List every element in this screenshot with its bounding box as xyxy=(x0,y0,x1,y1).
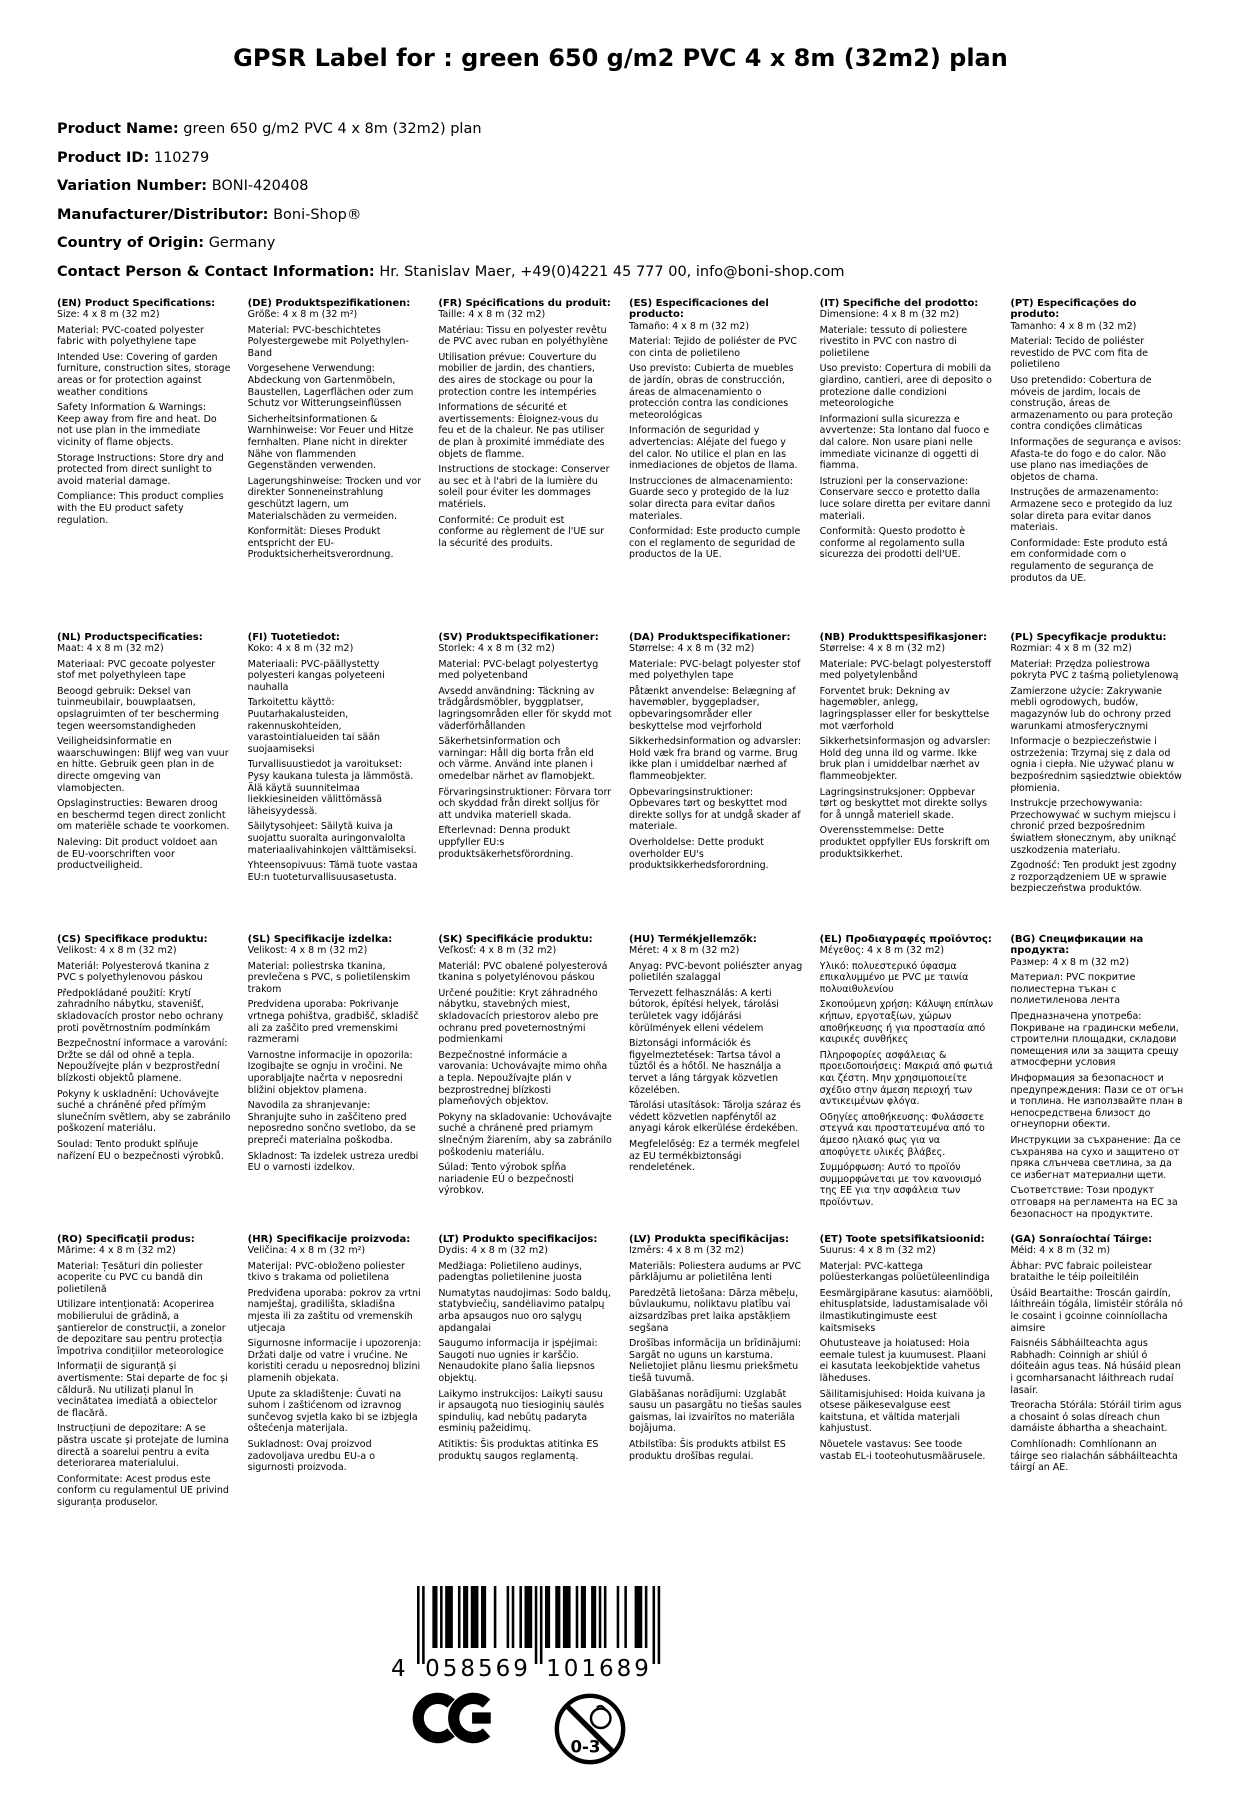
language-block-heading: (DE) Produktspezifikationen: xyxy=(247,297,411,309)
language-block-paragraph: Dimensione: 4 x 8 m (32 m2) xyxy=(819,309,960,321)
language-block-paragraph: Materiale: PVC-belagt polyester stof med polyethylen tape xyxy=(629,658,801,682)
language-block-paragraph: Säkerhetsinformation och varningar: Håll dig borta från eld och värme. Använd inte planen i omedelbar närhet av flamobjekt. xyxy=(438,736,595,783)
language-block-heading: (LV) Produkta specifikācijas: xyxy=(629,1233,789,1245)
language-block-paragraph: Lagerungshinweise: Trocken und vor direkter Sonneneinstrahlung geschützt lagern, um Materialschäden zu vermeiden. xyxy=(247,475,422,522)
language-block-sk xyxy=(438,934,612,1234)
language-block-paragraph: Tervezett felhasználás: A kerti bútorok, építési helyek, tárolási területek vagy időjárási körülmények elleni védelem xyxy=(629,987,779,1034)
language-block-paragraph: Utilizare intenționată: Acoperirea mobilierului de grădină, a șantierelor de construcții, a zonelor de depozitare sau pentru protecția împotriva condițiilor meteorologice xyxy=(57,1299,226,1357)
product-info-row xyxy=(57,177,1241,196)
language-block-paragraph: Konformität: Dieses Produkt entspricht der EU-Produktsicherheitsverordnung. xyxy=(247,526,394,561)
language-block-de xyxy=(248,298,422,632)
language-block-paragraph: Información de seguridad y advertencias: Aléjate del fuego y del calor. No utilice el plan en las inmediaciones de objetos de llama. xyxy=(629,425,798,472)
language-block-paragraph: Materiale: tessuto di poliestere rivestito in PVC con nastro di polietilene xyxy=(819,324,968,359)
language-block-paragraph: Materiál: Polyesterová tkanina z PVC s polyethylenovou páskou xyxy=(57,960,210,984)
language-block-heading: (ES) Especificaciones del producto: xyxy=(629,297,769,321)
language-block-et xyxy=(820,1234,994,1526)
language-block-paragraph: Материал: PVC покритие полиестерна тъкан с полиетиленова лента xyxy=(1010,972,1136,1007)
language-block-paragraph: Materiāls: Poliestera audums ar PVC pārklājumu ar polietilēna lenti xyxy=(629,1260,802,1284)
product-info-row xyxy=(57,234,1241,253)
barcode-digits-group2: 101689 xyxy=(546,1656,652,1682)
language-block-paragraph: Matériau: Tissu en polyester revêtu de PVC avec ruban en polyéthylène xyxy=(438,324,609,348)
language-block-paragraph: Izmērs: 4 x 8 m (32 m2) xyxy=(629,1245,744,1257)
language-block-paragraph: Informacje o bezpieczeństwie i ostrzeżenia: Trzymaj się z dala od ognia i ciepła. Nie używać planu w bezpośrednim sąsiedztwie obiektów płomienia. xyxy=(1010,736,1182,794)
language-block-paragraph: Comhlíonadh: Comhlíonann an táirge seo rialachán sábháilteachta táirgí an AE. xyxy=(1010,1439,1178,1474)
language-block-paragraph: Efterlevnad: Denna produkt uppfyller EU:s produktsäkerhetsförordning. xyxy=(438,825,574,860)
language-block-paragraph: Conformidade: Este produto está em conformidade com o regulamento de segurança de produtos da UE. xyxy=(1010,537,1168,584)
language-block-paragraph: Anyag: PVC-bevont poliészter anyag polietilén szalaggal xyxy=(629,960,803,984)
language-block-pt xyxy=(1010,298,1184,632)
language-block-heading: (FR) Spécifications du produit: xyxy=(438,297,611,309)
language-block-paragraph: Informații de siguranță și avertismente: Stai departe de foc și căldură. Nu utilizați planul în vecinătatea imediată a obiectelor de flacără. xyxy=(57,1361,228,1419)
product-info-row xyxy=(57,120,1241,139)
language-block-paragraph: Съответствие: Този продукт отговаря на регламента на ЕС за безопасност на продуктите. xyxy=(1010,1185,1178,1220)
product-info-value: Boni-Shop® xyxy=(273,206,362,223)
product-info-value: Hr. Stanislav Maer, +49(0)4221 45 777 00, info@boni-shop.com xyxy=(379,263,845,280)
language-block-paragraph: Opbevaringsinstruktioner: Opbevares tørt og beskyttet mod direkte sollys for at undgå skader af materiale. xyxy=(629,786,801,833)
language-block-paragraph: Material: Tejido de poliéster de PVC con cinta de polietileno xyxy=(629,336,798,359)
language-block-paragraph: Размер: 4 x 8 m (32 m2) xyxy=(1010,956,1130,968)
language-block-paragraph: Beoogd gebruik: Deksel van tuinmeubilair, bouwplaatsen, opslagruimten of ter bescherming tegen weersomstandigheden xyxy=(57,685,219,732)
language-block-heading: (ET) Toote spetsifikatsioonid: xyxy=(819,1233,985,1245)
language-block-heading: (FI) Tuotetiedot: xyxy=(247,631,340,643)
language-block-paragraph: Sukladnost: Ovaj proizvod zadovoljava uredbu EU-a o sigurnosti proizvoda. xyxy=(247,1439,376,1474)
language-block-paragraph: Méret: 4 x 8 m (32 m2) xyxy=(629,945,740,957)
language-block-paragraph: Vorgesehene Verwendung: Abdeckung von Gartenmöbeln, Baustellen, Lagerflächen oder zum Schutz vor Witterungseinflüssen xyxy=(247,363,414,410)
language-block-cs xyxy=(57,934,231,1234)
language-block-paragraph: Megfelelőség: Ez a termék megfelel az EU termékbiztonsági rendeletének. xyxy=(629,1139,800,1174)
language-block-paragraph: Velikost: 4 x 8 m (32 m2) xyxy=(247,945,368,957)
language-block-paragraph: Dydis: 4 x 8 m (32 m2) xyxy=(438,1245,548,1257)
language-block-paragraph: Material: Tecido de poliéster revestido de PVC com fita de polietileno xyxy=(1010,336,1149,371)
language-block-hu xyxy=(629,934,803,1234)
language-block-paragraph: Eesmärgipärane kasutus: aiamööbli, ehitusplatside, ladustamisalade või ilmastikutingimuste eest kaitsmiseks xyxy=(819,1287,993,1334)
product-info-row xyxy=(57,149,1241,168)
symbols-row xyxy=(375,1690,705,1768)
barcode-digits-group1: 058569 xyxy=(425,1656,531,1682)
language-block-sv xyxy=(438,632,612,934)
language-block-paragraph: Sikkerhedsinformation og advarsler: Hold væk fra brand og varme. Brug ikke plan i umiddelbar nærhed af flammeobjekter. xyxy=(629,736,802,783)
product-info-label: Variation Number: xyxy=(57,178,208,194)
language-grid xyxy=(57,298,1184,1526)
language-block-paragraph: Οδηγίες αποθήκευσης: Φυλάσσετε στεγνά και προστατευμένα από το άμεσο ηλιακό φως για να αποφύγετε υλικές βλάβες. xyxy=(819,1111,985,1158)
language-block-paragraph: Ohutusteave ja hoiatused: Hoia eemale tulest ja kuumusest. Plaani ei kasutata leekobjektide vahetus läheduses. xyxy=(819,1338,987,1385)
language-block-heading: (PL) Specyfikacje produktu: xyxy=(1010,631,1167,643)
language-block-paragraph: Istruzioni per la conservazione: Conservare secco e protetto dalla luce solare diretta per evitare danni materiali. xyxy=(819,475,991,522)
language-block-ga xyxy=(1010,1234,1184,1526)
language-block-paragraph: Pokyny na skladovanie: Uchovávajte suché a chránené pred priamym slnečným žiarením, aby sa zabránilo poškodeniu materiálu. xyxy=(438,1111,612,1158)
language-block-paragraph: Veľkosť: 4 x 8 m (32 m2) xyxy=(438,945,557,957)
product-info-label: Manufacturer/Distributor: xyxy=(57,206,269,223)
language-block-paragraph: Safety Information & Warnings: Keep away from fire and heat. Do not use plan in the immediate vicinity of flame objects. xyxy=(57,402,217,449)
language-block-paragraph: Sicherheitsinformationen & Warnhinweise: Vor Feuer und Hitze fernhalten. Plane nicht in direkter Nähe von flammenden Gegenständen verwenden. xyxy=(247,413,414,472)
language-block-paragraph: Tamanho: 4 x 8 m (32 m2) xyxy=(1010,320,1137,332)
language-block-paragraph: Forventet bruk: Dekning av hagemøbler, anlegg, lagringsplasser eller for beskyttelse mot værforhold xyxy=(819,685,990,732)
language-block-paragraph: Koko: 4 x 8 m (32 m2) xyxy=(247,643,354,655)
language-block-paragraph: Instructions de stockage: Conserver au sec et à l'abri de la lumière du soleil pour éviter les dommages matériels. xyxy=(438,464,610,510)
language-block-heading: (NB) Produkttspesifikasjoner: xyxy=(819,631,988,643)
language-block-paragraph: Größe: 4 x 8 m (32 m²) xyxy=(247,309,358,321)
barcode-bars xyxy=(417,1586,660,1664)
language-block-en xyxy=(57,298,231,632)
product-info xyxy=(57,120,1241,282)
language-block-paragraph: Materiale: PVC-belagt polyesterstoff med polyetylenbånd xyxy=(819,658,992,682)
language-block-paragraph: Conformità: Questo prodotto è conforme al regolamento sulla sicurezza dei prodotti dell'UE. xyxy=(819,526,966,561)
language-block-nb xyxy=(820,632,994,934)
language-block-heading: (SL) Specifikacije izdelka: xyxy=(247,933,393,945)
language-block-paragraph: Tarkoitettu käyttö: Puutarhakalusteiden, rakennuskohteiden, varastointialueiden tai sään suojaamiseksi xyxy=(247,697,381,755)
language-block-it xyxy=(820,298,994,632)
language-block-paragraph: Säilytysohjeet: Säilytä kuiva ja suojattu suoralta auringonvalolta materiaalivahinkojen välttämiseksi. xyxy=(247,821,417,856)
language-block-paragraph: Συμμόρφωση: Αυτό το προϊόν συμμορφώνεται με τον κανονισμό της ΕΕ για την ασφάλεια των προϊόντων. xyxy=(819,1162,982,1208)
language-block-paragraph: Turvallisuustiedot ja varoitukset: Pysy kaukana tulesta ja lämmöstä. Älä käytä suunnitelmaa liekkiesineiden välittömässä läheisyydessä. xyxy=(247,759,414,817)
language-block-paragraph: Rozmiar: 4 x 8 m (32 m2) xyxy=(1010,643,1132,655)
language-block-paragraph: Storage Instructions: Store dry and protected from direct sunlight to avoid material damage. xyxy=(57,452,224,487)
language-block-paragraph: Určené použitie: Kryt záhradného nábytku, stavebných miest, skladovacích priestorov alebo pre ochranu pred poveternostnými podmienkami xyxy=(438,987,599,1046)
language-block-paragraph: Storlek: 4 x 8 m (32 m2) xyxy=(438,643,555,655)
language-block-heading: (LT) Produkto specifikacijos: xyxy=(438,1233,598,1245)
language-block-paragraph: Informations de sécurité et avertissements: Éloignez-vous du feu et de la chaleur. Ne pas utiliser de plan à proximité immédiate des objets de flamme. xyxy=(438,402,605,460)
language-block-paragraph: Úsáid Beartaithe: Troscán gairdín, láithreáin tógála, limistéir stórála nó le cosaint i gcoinne coinníollacha aimsire xyxy=(1010,1287,1183,1334)
language-block-heading: (SV) Produktspecifikationer: xyxy=(438,631,599,643)
product-info-row xyxy=(57,263,1241,282)
language-block-heading: (HU) Termékjellemzők: xyxy=(629,933,757,945)
language-block-paragraph: Sikkerhetsinformasjon og advarsler: Hold deg unna ild og varme. Ikke bruk plan i umiddelbar nærhet av flammeobjekter. xyxy=(819,736,991,783)
product-info-value: Germany xyxy=(208,235,276,251)
language-block-paragraph: Naleving: Dit product voldoet aan de EU-voorschriften voor productveiligheid. xyxy=(57,837,218,872)
language-block-heading: (IT) Specifiche del prodotto: xyxy=(819,297,979,309)
language-block-paragraph: Treoracha Stórála: Stóráil tirim agus a chosaint ó solas díreach chun damáiste ábhartha a sheachaint. xyxy=(1010,1400,1182,1435)
language-block-paragraph: Uso previsto: Cubierta de muebles de jardín, obras de construcción, áreas de almacenamiento o protección contra las condiciones meteorológicas xyxy=(629,363,794,421)
language-block-paragraph: Инструкции за съхранение: Да се съхранява на сухо и защитено от пряка слънчева светлина, за да се избегнат материални щети. xyxy=(1010,1135,1181,1181)
language-block-paragraph: Tamaño: 4 x 8 m (32 m2) xyxy=(629,320,750,332)
language-block-paragraph: Varnostne informacije in opozorila: Izogibajte se ognju in vročini. Ne uporabljajte načrta v neposredni bližini objektov plamena. xyxy=(247,1049,413,1096)
language-block-paragraph: Ábhar: PVC fabraic poileistear brataithe le téip poileitiléin xyxy=(1010,1260,1153,1284)
language-block-paragraph: Medžiaga: Polietileno audinys, padengtas polietilenine juosta xyxy=(438,1260,583,1284)
language-block-paragraph: Materiaal: PVC gecoate polyester stof met polyethyleen tape xyxy=(57,658,216,682)
language-block-paragraph: Saugumo informacija ir įspėjimai: Saugoti nuo ugnies ir karščio. Nenaudokite plano šalia liepsnos objektų. xyxy=(438,1338,598,1385)
language-block-paragraph: Maat: 4 x 8 m (32 m2) xyxy=(57,643,164,655)
language-block-heading: (EL) Προδιαγραφές προϊόντος: xyxy=(819,933,992,945)
barcode-digit-left: 4 xyxy=(391,1656,406,1682)
language-block-es xyxy=(629,298,803,632)
language-block-heading: (HR) Specifikacije proizvoda: xyxy=(247,1233,411,1245)
language-block-hr xyxy=(248,1234,422,1526)
language-block-paragraph: Atitiktis: Šis produktas atitinka ES produktų saugos reglamentą. xyxy=(438,1439,599,1462)
language-block-paragraph: Υλικό: πολυεστερικό ύφασμα επικαλυμμένο με PVC με ταινία πολυαιθυλενίου xyxy=(819,960,969,995)
language-block-heading: (RO) Specificații produs: xyxy=(57,1233,195,1245)
page-title: GPSR Label for : green 650 g/m2 PVC 4 x 8m (32m2) plan xyxy=(233,44,1008,72)
product-info-value: green 650 g/m2 PVC 4 x 8m (32m2) plan xyxy=(183,121,482,137)
language-block-heading: (EN) Product Specifications: xyxy=(57,297,216,309)
language-block-heading: (PT) Especificações do produto: xyxy=(1010,297,1137,321)
language-block-heading: (DA) Produktspecifikationer: xyxy=(629,631,791,643)
language-block-paragraph: Material: Țesături din poliester acoperite cu PVC cu bandă din polietilenă xyxy=(57,1260,203,1295)
language-block-heading: (BG) Спецификации на продукта: xyxy=(1010,933,1144,957)
language-block-paragraph: Uso previsto: Copertura di mobili da giardino, cantieri, aree di deposito o protezione dalle condizioni meteorologiche xyxy=(819,363,992,410)
language-block-nl xyxy=(57,632,231,934)
language-block-paragraph: Soulad: Tento produkt splňuje nařízení EU o bezpečnosti výrobků. xyxy=(57,1139,224,1162)
product-info-value: BONI-420408 xyxy=(211,178,309,194)
language-block-paragraph: Nõuetele vastavus: See toode vastab EL-i tooteohutusmäärusele. xyxy=(819,1439,986,1462)
language-block-paragraph: Předpokládané použití: Krytí zahradního nábytku, stavenišť, skladovacích prostor nebo ochrany proti povětrnostním podmínkám xyxy=(57,987,224,1034)
language-block-paragraph: Påtænkt anvendelse: Belægning af havemøbler, byggepladser, opbevaringsområder eller beskyttelse mod vejrforhold xyxy=(629,685,796,732)
language-block-paragraph: Materiaali: PVC-päällystetty polyesteri kangas polyeteeni nauhalla xyxy=(247,658,385,693)
language-block-pl xyxy=(1010,632,1184,934)
language-block-paragraph: Predviđena uporaba: pokrov za vrtni namještaj, gradilišta, skladišna mjesta ili za zaštitu od vremenskih utjecaja xyxy=(247,1287,421,1334)
language-block-paragraph: Veličina: 4 x 8 m (32 m²) xyxy=(247,1245,366,1257)
language-block-paragraph: Bezpečnostné informácie a varovania: Uchovávajte mimo ohňa a tepla. Nepoužívajte plán v bezprostrednej blízkosti plameňových objektov. xyxy=(438,1049,608,1108)
language-block-paragraph: Materiał: Przędza poliestrowa pokryta PVC z taśmą polietylenową xyxy=(1010,658,1179,682)
language-block-paragraph: Material: PVC-coated polyester fabric with polyethylene tape xyxy=(57,324,204,348)
language-block-paragraph: Navodila za shranjevanje: Shranjujte suho in zaščiteno pred neposredno sončno svetlobo, da se prepreči materialna poškodba. xyxy=(247,1100,416,1146)
language-block-paragraph: Instrucțiuni de depozitare: A se păstra uscate și protejate de lumina directă a soarelui pentru a evita deteriorarea materialului. xyxy=(57,1423,229,1470)
language-block-paragraph: Zamierzone użycie: Zakrywanie mebli ogrodowych, budów, magazynów lub do ochrony przed warunkami atmosferycznymi xyxy=(1010,685,1172,732)
language-block-paragraph: Velikost: 4 x 8 m (32 m2) xyxy=(57,945,177,957)
language-block-paragraph: Instruções de armazenamento: Armazene seco e protegido da luz solar direta para evitar danos materiais. xyxy=(1010,487,1173,534)
language-block-paragraph: Μέγεθος: 4 x 8 m (32 m2) xyxy=(819,945,945,957)
language-block-paragraph: Overholdelse: Dette produkt overholder EU's produktsikkerhedsforordning. xyxy=(629,837,769,872)
ce-mark-icon xyxy=(411,1690,507,1746)
language-block-paragraph: Uso pretendido: Cobertura de móveis de jardim, locais de construção, áreas de armazenamento ou para proteção contra condições climáticas xyxy=(1010,375,1173,433)
language-block-paragraph: Biztonsági információk és figyelmeztetések: Tartsa távol a tűztől és a hőtől. Ne használja a tervet a láng tárgyak közvetlen közelében. xyxy=(629,1038,782,1096)
language-block-heading: (SK) Špecifikácie produktu: xyxy=(438,933,593,945)
language-block-paragraph: Materijal: PVC-obloženo poliester tkivo s trakama od polietilena xyxy=(247,1260,405,1284)
product-info-label: Contact Person & Contact Information: xyxy=(57,263,375,280)
language-block-paragraph: Avsedd användning: Täckning av trädgårdsmöbler, byggplatser, lagringsområden eller för skydd mot väderförhållanden xyxy=(438,685,612,732)
language-block-el xyxy=(820,934,994,1234)
language-block-paragraph: Utilisation prévue: Couverture du mobilier de jardin, des chantiers, des aires de stockage ou pour la protection contre les intempéries xyxy=(438,351,597,398)
barcode xyxy=(381,1586,681,1682)
language-block-paragraph: Suurus: 4 x 8 m (32 m2) xyxy=(819,1245,936,1257)
language-block-paragraph: Méid: 4 x 8 m (32 m) xyxy=(1010,1245,1111,1257)
language-block-paragraph: Taille: 4 x 8 m (32 m2) xyxy=(438,309,546,321)
language-block-paragraph: Mărime: 4 x 8 m (32 m2) xyxy=(57,1245,176,1257)
product-info-label: Country of Origin: xyxy=(57,235,205,251)
language-block-fr xyxy=(438,298,612,632)
language-block-paragraph: Material: PVC-beschichtetes Polyestergewebe mit Polyethylen-Band xyxy=(247,324,409,359)
language-block-ro xyxy=(57,1234,231,1526)
language-block-paragraph: Sigurnosne informacije i upozorenja: Držati dalje od vatre i vrućine. Ne koristiti ceradu u neposrednoj blizini plamenih objekata. xyxy=(247,1338,422,1385)
language-block-paragraph: Πληροφορίες ασφάλειας & προειδοποιήσεις: Μακριά από φωτιά και ζέστη. Μην χρησιμοποιείτε σχέδιο στην άμεση περιοχή των αντικειμένων φλόγα. xyxy=(819,1049,993,1108)
language-block-fi xyxy=(248,632,422,934)
language-block-paragraph: Yhteensopivuus: Tämä tuote vastaa EU:n tuoteturvallisuusasetusta. xyxy=(247,860,418,883)
language-block-sl xyxy=(248,934,422,1234)
language-block-paragraph: Tárolási utasítások: Tárolja száraz és védett közvetlen napfénytől az anyagi károk elkerülése érdekében. xyxy=(629,1100,801,1135)
language-block-paragraph: Compliance: This product complies with the EU product safety regulation. xyxy=(57,491,224,526)
bottom-cluster xyxy=(375,1586,705,1768)
language-block-paragraph: Laikymo instrukcijos: Laikyti sausu ir apsaugotą nuo tiesioginių saulės spindulių, kad nebūtų padaryta esminių pažeidimų. xyxy=(438,1388,605,1435)
language-block-paragraph: Veiligheidsinformatie en waarschuwingen: Blijf weg van vuur en hitte. Gebruik geen plan in de directe omgeving van vlamobjecten. xyxy=(57,736,229,794)
language-block-paragraph: Lagringsinstruksjoner: Oppbevar tørt og beskyttet mot direkte sollys for å unngå materiell skade. xyxy=(819,786,988,821)
language-block-paragraph: Størrelse: 4 x 8 m (32 m2) xyxy=(819,643,946,655)
language-block-da xyxy=(629,632,803,934)
age-warning-label: 0-3 xyxy=(570,1737,601,1757)
product-info-label: Product Name: xyxy=(57,121,179,137)
language-block-heading: (NL) Productspecificaties: xyxy=(57,631,203,643)
language-block-paragraph: Materjal: PVC-kattega polüesterkangas polüetüleenlindiga xyxy=(819,1260,990,1284)
language-block-paragraph: Faisnéis Sábháilteachta agus Rabhadh: Coinnigh ar shiúl ó dóiteáin agus teas. Ná húsáid plean i gcomharsanacht láithreach rudaí lasair. xyxy=(1010,1338,1181,1396)
language-block-paragraph: Instrukcje przechowywania: Przechowywać w suchym miejscu i chronić przed bezpośrednim światłem słonecznym, aby uniknąć uszkodzenia materiału. xyxy=(1010,798,1177,856)
language-block-paragraph: Overensstemmelse: Dette produktet oppfyller EUs forskrift om produktsikkerhet. xyxy=(819,825,990,860)
age-warning-icon xyxy=(551,1690,629,1768)
language-block-paragraph: Intended Use: Covering of garden furniture, construction sites, storage areas or for protection against weather conditions xyxy=(57,351,231,398)
language-block-paragraph: Upute za skladištenje: Čuvati na suhom i zaštićenom od izravnog sunčevog svjetla kako bi se izbjegla oštećenja materijala. xyxy=(247,1388,418,1435)
language-block-paragraph: Skladnost: Ta izdelek ustreza uredbi EU o varnosti izdelkov. xyxy=(247,1150,419,1174)
product-info-label: Product ID: xyxy=(57,149,150,166)
language-block-paragraph: Pokyny k uskladnění: Uchovávejte suché a chráněné před přímým slunečním světlem, aby se zabránilo poškození materiálu. xyxy=(57,1088,231,1135)
language-block-paragraph: Paredzētā lietošana: Dārza mēbeļu, būvlaukumu, noliktavu platību vai aizsardzības pret laika apstākļiem segšana xyxy=(629,1287,799,1334)
language-block-heading: (CS) Specifikace produktu: xyxy=(57,933,208,945)
language-block-heading: (GA) Sonraíochtaí Táirge: xyxy=(1010,1233,1153,1245)
language-block-paragraph: Bezpečnostní informace a varování: Držte se dál od ohně a tepla. Nepoužívejte plán v bezprostřední blízkosti objektů plamene. xyxy=(57,1038,228,1085)
product-info-row xyxy=(57,206,1241,225)
language-block-lv xyxy=(629,1234,803,1526)
language-block-paragraph: Förvaringsinstruktioner: Förvara torr och skyddad från direkt solljus för att undvika materiell skada. xyxy=(438,786,612,821)
language-block-paragraph: Zgodność: Ten produkt jest zgodny z rozporządzeniem UE w sprawie bezpieczeństwa produktów. xyxy=(1010,860,1177,895)
language-block-paragraph: Størrelse: 4 x 8 m (32 m2) xyxy=(629,643,755,655)
language-block-paragraph: Σκοπούμενη χρήση: Κάλυψη επίπλων κήπων, εργοταξίων, χώρων αποθήκευσης ή για προστασία από καιρικές συνθήκες xyxy=(819,999,994,1046)
language-block-paragraph: Informações de segurança e avisos: Afasta-te do fogo e do calor. Não use plano nas imediações de objetos de chama. xyxy=(1010,437,1182,483)
language-block-paragraph: Conformité: Ce produit est conforme au règlement de l'UE sur la sécurité des produits. xyxy=(438,514,605,549)
language-block-paragraph: Materiál: PVC obalené polyesterová tkanina s polyetylénovou páskou xyxy=(438,960,608,984)
language-block-paragraph: Súlad: Tento výrobok spĺňa nariadenie EÚ o bezpečnosti výrobkov. xyxy=(438,1162,574,1197)
language-block-paragraph: Glabāšanas norādījumi: Uzglabāt sausu un pasargātu no tiešas saules gaismas, lai izvairītos no materiāla bojājuma. xyxy=(629,1388,802,1435)
language-block-paragraph: Numatytas naudojimas: Sodo baldų, statybviečių, sandėliavimo patalpų arba apsaugos nuo oro sąlygų apdangalai xyxy=(438,1287,611,1334)
language-block-paragraph: Size: 4 x 8 m (32 m2) xyxy=(57,309,160,321)
language-block-lt xyxy=(438,1234,612,1526)
language-block-paragraph: Predvidena uporaba: Pokrivanje vrtnega pohištva, gradbišč, skladišč ali za zaščito pred vremenskimi razmerami xyxy=(247,999,419,1046)
language-block-paragraph: Instrucciones de almacenamiento: Guarde seco y protegido de la luz solar directa para evitar daños materiales. xyxy=(629,475,793,522)
language-block-paragraph: Atbilstība: Šis produkts atbilst ES produktu drošības regulai. xyxy=(629,1439,786,1462)
language-block-paragraph: Conformitate: Acest produs este conform cu regulamentul UE privind siguranța produselor. xyxy=(57,1473,229,1508)
language-block-paragraph: Информация за безопасност и предупреждения: Пази се от огън и топлина. Не използвайте план в непосредствена близост до огнеупорни обекти. xyxy=(1010,1073,1184,1131)
language-block-paragraph: Drošības informācija un brīdinājumi: Sargāt no uguns un karstuma. Nelietojiet plānu liesmu priekšmetu tiešā tuvumā. xyxy=(629,1338,802,1385)
language-block-paragraph: Material: PVC-belagt polyestertyg med polyetenband xyxy=(438,658,599,682)
language-block-paragraph: Säilitamisjuhised: Hoida kuivana ja otsese päikesevalguse eest kaitstuna, et vältida materjali kahjustust. xyxy=(819,1388,986,1435)
language-block-bg xyxy=(1010,934,1184,1234)
language-block-paragraph: Material: poliestrska tkanina, prevlečena s PVC, s polietilenskim trakom xyxy=(247,960,411,995)
language-block-paragraph: Informazioni sulla sicurezza e avvertenze: Sta lontano dal fuoco e dal calore. Non usare piani nelle immediate vicinanze di oggetti di fiamma. xyxy=(819,413,990,472)
language-block-paragraph: Conformidad: Este producto cumple con el reglamento de seguridad de productos de la UE. xyxy=(629,526,801,561)
language-block-paragraph: Предназначена употреба: Покриване на градински мебели, строителни площадки, складови помещения или за защита срещу атмосферни условия xyxy=(1010,1011,1179,1069)
product-info-value: 110279 xyxy=(153,149,210,166)
language-block-paragraph: Opslaginstructies: Bewaren droog en beschermd tegen direct zonlicht om materiële schade te voorkomen. xyxy=(57,798,230,833)
